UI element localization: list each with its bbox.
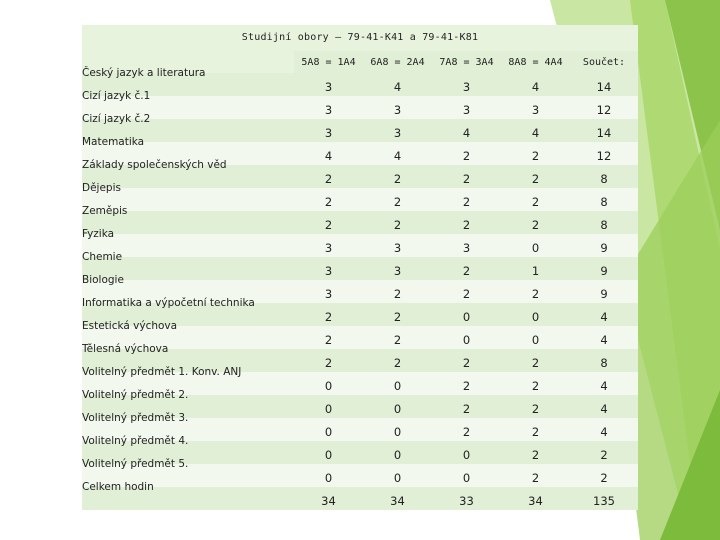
hours-cell: 3 [294, 234, 363, 257]
subject-label: Dějepis [82, 182, 121, 194]
hours-cell: 3 [432, 96, 501, 119]
sum-cell: 12 [570, 142, 638, 165]
hours-cell: 0 [363, 372, 432, 395]
hours-cell: 2 [432, 280, 501, 303]
hours-cell: 34 [501, 487, 570, 510]
hours-cell: 2 [294, 303, 363, 326]
header-year-1: 5A8 = 1A4 [294, 51, 363, 73]
sum-cell: 8 [570, 165, 638, 188]
sum-cell: 2 [570, 464, 638, 487]
hours-cell: 0 [363, 464, 432, 487]
hours-cell: 4 [363, 142, 432, 165]
hours-cell: 2 [363, 303, 432, 326]
hours-cell: 0 [432, 464, 501, 487]
hours-cell: 2 [363, 349, 432, 372]
subject-label: Volitelný předmět 3. [82, 412, 189, 424]
hours-cell: 3 [432, 73, 501, 96]
hours-cell: 3 [363, 96, 432, 119]
hours-cell: 2 [501, 280, 570, 303]
hours-cell: 0 [432, 326, 501, 349]
sum-cell: 135 [570, 487, 638, 510]
table-row [82, 96, 638, 119]
table-row [82, 234, 638, 257]
subject-label: Chemie [82, 251, 123, 263]
hours-cell: 2 [294, 211, 363, 234]
hours-cell: 2 [432, 349, 501, 372]
hours-cell: 3 [363, 257, 432, 280]
hours-cell: 3 [294, 96, 363, 119]
hours-cell: 3 [432, 234, 501, 257]
header-sum: Součet: [570, 51, 638, 73]
sum-cell: 8 [570, 349, 638, 372]
hours-cell: 2 [432, 211, 501, 234]
hours-cell: 2 [294, 349, 363, 372]
hours-cell: 0 [294, 441, 363, 464]
table-row [82, 73, 638, 96]
hours-cell: 0 [294, 418, 363, 441]
hours-cell: 0 [363, 418, 432, 441]
hours-cell: 3 [501, 96, 570, 119]
sum-cell: 14 [570, 73, 638, 96]
sum-cell: 4 [570, 418, 638, 441]
hours-cell: 2 [363, 165, 432, 188]
curriculum-table [82, 51, 638, 510]
table-title: Studijní obory – 79-41-K41 a 79-41-K81 [241, 32, 479, 43]
hours-cell: 2 [501, 372, 570, 395]
hours-cell: 0 [294, 372, 363, 395]
hours-cell: 3 [294, 280, 363, 303]
header-year-2: 6A8 = 2A4 [363, 51, 432, 73]
hours-cell: 2 [432, 188, 501, 211]
sum-cell: 4 [570, 395, 638, 418]
hours-cell: 4 [501, 73, 570, 96]
hours-cell: 3 [363, 119, 432, 142]
table-row [82, 119, 638, 142]
subject-label: Tělesná výchova [82, 343, 169, 355]
subject-label: Volitelný předmět 5. [82, 458, 189, 470]
subject-label: Fyzika [82, 228, 115, 240]
hours-cell: 0 [432, 303, 501, 326]
hours-cell: 0 [501, 326, 570, 349]
sum-cell: 9 [570, 280, 638, 303]
sum-cell: 9 [570, 257, 638, 280]
subject-label: Biologie [82, 274, 124, 286]
subject-label: Volitelný předmět 2. [82, 389, 189, 401]
hours-cell: 2 [501, 418, 570, 441]
hours-cell: 0 [294, 395, 363, 418]
hours-cell: 4 [294, 142, 363, 165]
table-row [82, 211, 638, 234]
hours-cell: 2 [432, 142, 501, 165]
sum-cell: 4 [570, 303, 638, 326]
table-row [82, 464, 638, 487]
hours-cell: 2 [501, 165, 570, 188]
table-body [82, 67, 638, 510]
hours-cell: 2 [294, 326, 363, 349]
hours-cell: 2 [363, 326, 432, 349]
sum-cell: 12 [570, 96, 638, 119]
subject-label: Informatika a výpočetní technika [82, 297, 255, 309]
hours-cell: 2 [501, 441, 570, 464]
hours-cell: 0 [432, 441, 501, 464]
table-row [82, 188, 638, 211]
hours-cell: 2 [501, 211, 570, 234]
subject-label: Zeměpis [82, 205, 128, 217]
hours-cell: 0 [363, 395, 432, 418]
subject-label: Volitelný předmět 1. Konv. ANJ [82, 366, 242, 378]
hours-cell: 2 [294, 165, 363, 188]
sum-cell: 4 [570, 372, 638, 395]
hours-cell: 3 [294, 119, 363, 142]
hours-cell: 2 [363, 211, 432, 234]
subject-label: Cizí jazyk č.2 [82, 113, 151, 125]
header-year-3: 7A8 = 3A4 [432, 51, 501, 73]
subject-label: Estetická výchova [82, 320, 178, 332]
hours-cell: 3 [294, 257, 363, 280]
hours-cell: 2 [432, 372, 501, 395]
hours-cell: 2 [501, 188, 570, 211]
hours-cell: 0 [501, 234, 570, 257]
sum-cell: 8 [570, 188, 638, 211]
hours-cell: 2 [432, 165, 501, 188]
hours-cell: 2 [432, 418, 501, 441]
hours-cell: 4 [501, 119, 570, 142]
subject-label: Základy společenských věd [82, 159, 227, 171]
hours-cell: 0 [501, 303, 570, 326]
table-panel [82, 25, 638, 508]
header-year-4: 8A8 = 4A4 [501, 51, 570, 73]
sum-cell: 4 [570, 326, 638, 349]
hours-cell: 34 [294, 487, 363, 510]
subject-label: Český jazyk a literatura [82, 67, 206, 79]
hours-cell: 2 [294, 188, 363, 211]
hours-cell: 4 [432, 119, 501, 142]
hours-cell: 2 [363, 188, 432, 211]
sum-cell: 2 [570, 441, 638, 464]
subject-label: Cizí jazyk č.1 [82, 90, 151, 102]
hours-cell: 3 [363, 234, 432, 257]
hours-cell: 2 [363, 280, 432, 303]
sum-cell: 8 [570, 211, 638, 234]
hours-cell: 3 [294, 73, 363, 96]
hours-cell: 33 [432, 487, 501, 510]
hours-cell: 2 [501, 349, 570, 372]
hours-cell: 2 [432, 395, 501, 418]
sum-cell: 9 [570, 234, 638, 257]
sum-cell: 14 [570, 119, 638, 142]
hours-cell: 2 [501, 464, 570, 487]
table-row [82, 165, 638, 188]
subject-label: Matematika [82, 136, 145, 148]
hours-cell: 0 [294, 464, 363, 487]
subject-label: Volitelný předmět 4. [82, 435, 189, 447]
hours-cell: 34 [363, 487, 432, 510]
hours-cell: 2 [501, 142, 570, 165]
hours-cell: 2 [432, 257, 501, 280]
hours-cell: 0 [363, 441, 432, 464]
table-row [82, 257, 638, 280]
subject-label: Celkem hodin [82, 481, 154, 493]
table-row [82, 487, 638, 510]
hours-cell: 4 [363, 73, 432, 96]
subject-cell [82, 481, 294, 510]
hours-cell: 2 [501, 395, 570, 418]
hours-cell: 1 [501, 257, 570, 280]
